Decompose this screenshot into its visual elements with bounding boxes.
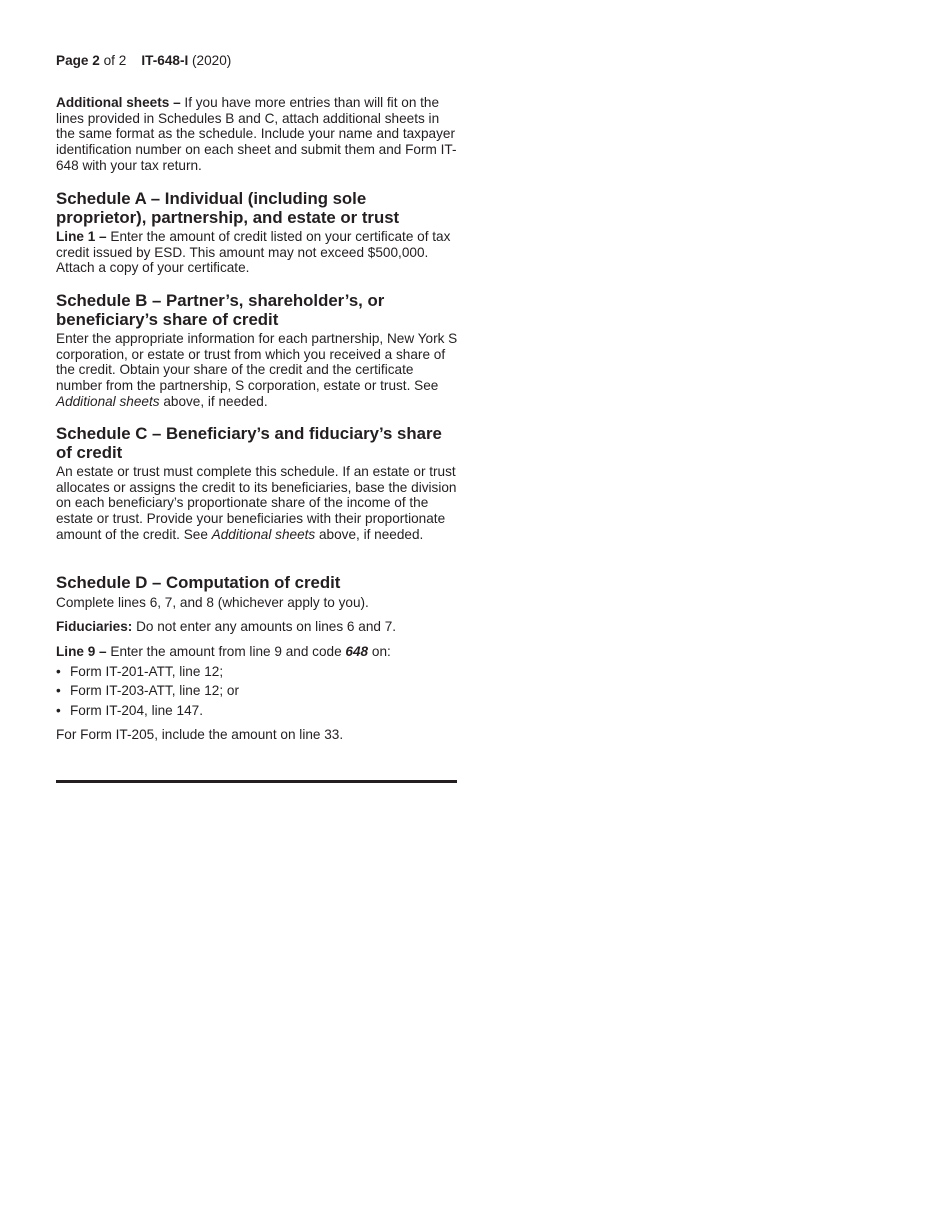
bullet-text: Form IT-203-ATT, line 12; or	[70, 683, 239, 699]
schedule-b-title: Schedule B – Partner’s, shareholder’s, or beneficiary’s share of credit	[56, 291, 385, 329]
schedule-c-text	[56, 464, 458, 543]
schedule-d-section	[56, 574, 458, 742]
schedule-b-text-end: above, if needed.	[159, 393, 268, 409]
additional-sheets-section	[56, 95, 458, 174]
schedule-b-text-main: Enter the appropriate information for each partnership, New York S corporation, or estate or trust from which you received a share of the credit. Obtain your share of the credit and the certificate number from the partnership, S corporation, estate or trust. See	[56, 331, 458, 394]
schedule-d-title: Schedule D – Computation of credit	[56, 573, 341, 592]
fiduciaries-text: Do not enter any amounts on lines 6 and 7.	[132, 619, 397, 635]
schedule-c-ref: Additional sheets	[211, 526, 316, 542]
schedule-c-section	[56, 425, 458, 543]
line1-label: Line 1 –	[56, 229, 107, 244]
form-id: IT-648-I	[141, 53, 189, 68]
line9-instruction	[56, 644, 458, 660]
line9-label: Line 9 –	[56, 643, 107, 659]
bullet-item	[56, 664, 458, 680]
bullet-text: Form IT-204, line 147.	[70, 703, 203, 719]
form-year: (2020)	[192, 53, 232, 68]
line9-code: 648	[345, 643, 369, 659]
additional-sheets-label: Additional sheets –	[56, 95, 181, 110]
schedule-a-title: Schedule A – Individual (including sole proprietor), partnership, and estate or trust	[56, 189, 400, 227]
schedule-a-line1	[56, 229, 458, 276]
page-number: Page 2	[56, 53, 100, 68]
schedule-c-title: Schedule C – Beneficiary’s and fiduciary’s share of credit	[56, 424, 442, 462]
section-divider	[56, 780, 457, 783]
schedule-c-text-main: An estate or trust must complete this schedule. If an estate or trust allocates or assigns the credit to its beneficiaries, base the division on each beneficiary’s proportionate share of the income of the estate or trust. Provide your beneficiaries with their proportionate amount of the credit. See	[56, 464, 457, 542]
page-header	[56, 53, 231, 69]
bullet-icon: •	[56, 663, 61, 679]
bullet-item	[56, 683, 458, 699]
fiduciaries-note	[56, 619, 458, 635]
line1-text: Enter the amount of credit listed on your certificate of tax credit issued by ESD. This amount may not exceed $500,000. Attach a copy of your certificate.	[56, 229, 451, 276]
additional-sheets-text: If you have more entries than will fit on the lines provided in Schedules B and C, attach additional sheets in the same format as the schedule. Include your name and taxpayer identification number on each sheet and submit them and Form IT-648 with your tax return.	[56, 95, 457, 173]
line9-text: Enter the amount from line 9 and code	[106, 643, 346, 659]
schedule-a-section	[56, 190, 458, 276]
schedule-b-text	[56, 331, 458, 410]
page-total: of 2	[103, 53, 127, 68]
bullet-icon: •	[56, 703, 61, 719]
line9-text-end: on:	[368, 643, 391, 659]
bullet-item	[56, 703, 458, 719]
schedule-c-text-end: above, if needed.	[315, 526, 424, 542]
bullet-icon: •	[56, 683, 61, 699]
footer-note: For Form IT-205, include the amount on line 33.	[56, 726, 344, 742]
schedule-d-intro: Complete lines 6, 7, and 8 (whichever apply to you).	[56, 594, 369, 610]
fiduciaries-label: Fiduciaries:	[56, 619, 133, 635]
schedule-b-section	[56, 292, 458, 410]
bullet-text: Form IT-201-ATT, line 12;	[70, 663, 224, 679]
additional-sheets-paragraph	[56, 95, 458, 174]
schedule-b-ref: Additional sheets	[56, 393, 160, 409]
